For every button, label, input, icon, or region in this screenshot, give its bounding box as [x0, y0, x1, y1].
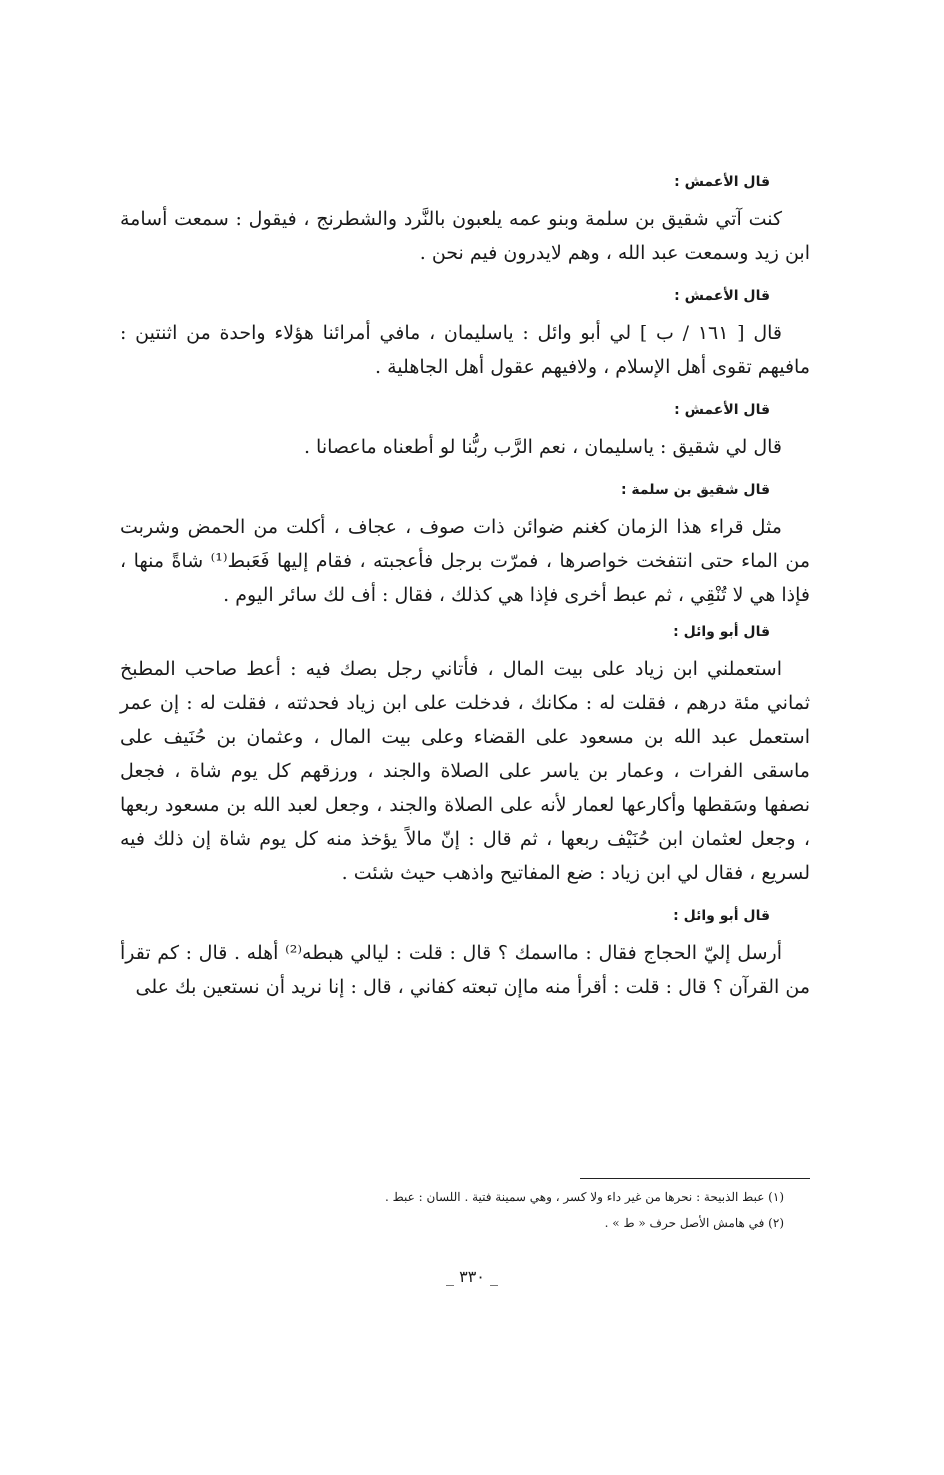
section-heading: قال الأعمش :: [674, 402, 770, 418]
section-2: [120, 286, 810, 384]
section-4: [120, 480, 810, 612]
footnote-divider: [580, 1178, 810, 1179]
section-heading: قال الأعمش :: [674, 174, 770, 190]
footnote-2: (٢) في هامش الأصل حرف « ط » .: [604, 1216, 784, 1230]
section-heading: قال أبو وائل :: [673, 908, 770, 924]
section-5: [120, 622, 810, 890]
section-3: [120, 400, 810, 464]
section-paragraph: قال [ ١٦١ / ب ] لي أبو وائل : ياسليمان ، مافي أمرائنا هؤلاء واحدة من اثنتين : مافيهم تقوى أهل الإسلام ، ولافيهم عقول أهل الجاهلية .: [120, 322, 810, 378]
section-paragraph: استعملني ابن زياد على بيت المال ، فأتاني رجل بصك فيه : أعط صاحب المطبخ ثماني مئة درهم ، فقلت له : مكانك ، فدخلت على ابن زياد فحدثته ، فقلت له : إن عمر استعمل عبد الله بن مسعود على القضاء وعلى بيت المال ، وعثمان بن حُنَيف على ماسقى الفرات ، وعمار بن ياسر على الصلاة والجند ، ورزقهم كل يوم شاة ، فجعل نصفها وسَقطها وأكارعها لعمار لأنه على الصلاة والجند ، وجعل لعبد الله بن مسعود ربعها ، وجعل لعثمان ابن حُنَيْف ربعها ، ثم قال : إنّ مالاً يؤخذ منه كل يوم شاة إن ذلك فيه لسريع ، فقال لي ابن زياد : ضع المفاتيح واذهب حيث شئت .: [120, 658, 811, 884]
section-paragraph: مثل قراء هذا الزمان كغنم ضوائن ذات صوف ، عجاف ، أكلت من الحمض وشربت من الماء حتى انتفخت خواصرها ، فمرّت برجل فأعجبته ، فقام إليها فَعَبط⁽¹⁾ شاةً منها ، فإذا هي لا تُنْقِي ، ثم عبط أخرى فإذا هي كذلك ، فقال : أف لك سائر اليوم .: [120, 516, 810, 606]
footnote-1: (١) عبط الذبيحة : نحرها من غير داء ولا كسر ، وهي سمينة فتية . اللسان : عبط .: [385, 1190, 784, 1204]
page-number: _ ٣٣٠ _: [446, 1267, 498, 1286]
section-heading: قال شقيق بن سلمة :: [620, 482, 770, 498]
footnotes: [144, 1184, 784, 1236]
section-heading: قال أبو وائل :: [673, 624, 770, 640]
section-paragraph: أرسل إليّ الحجاج فقال : مااسمك ؟ قال : قلت : ليالي هبطه⁽²⁾ أهله . قال : كم تقرأ من القرآن ؟ قال : قلت : أقرأ منه ماإن تبعته كفاني ، قال : إنا نريد أن نستعين بك على: [120, 942, 810, 998]
section-paragraph: كنت آتي شقيق بن سلمة وبنو عمه يلعبون بالنَّرد والشطرنج ، فيقول : سمعت أسامة ابن زيد وسمعت عبد الله ، وهم لايدرون فيم نحن .: [120, 208, 810, 264]
section-paragraph: قال لي شقيق : ياسليمان ، نعم الرَّب ربُّنا لو أطعناه ماعصانا .: [303, 436, 782, 458]
section-6: [120, 906, 810, 1004]
section-heading: قال الأعمش :: [674, 288, 770, 304]
section-1: [120, 172, 810, 270]
main-text: [120, 172, 810, 1004]
